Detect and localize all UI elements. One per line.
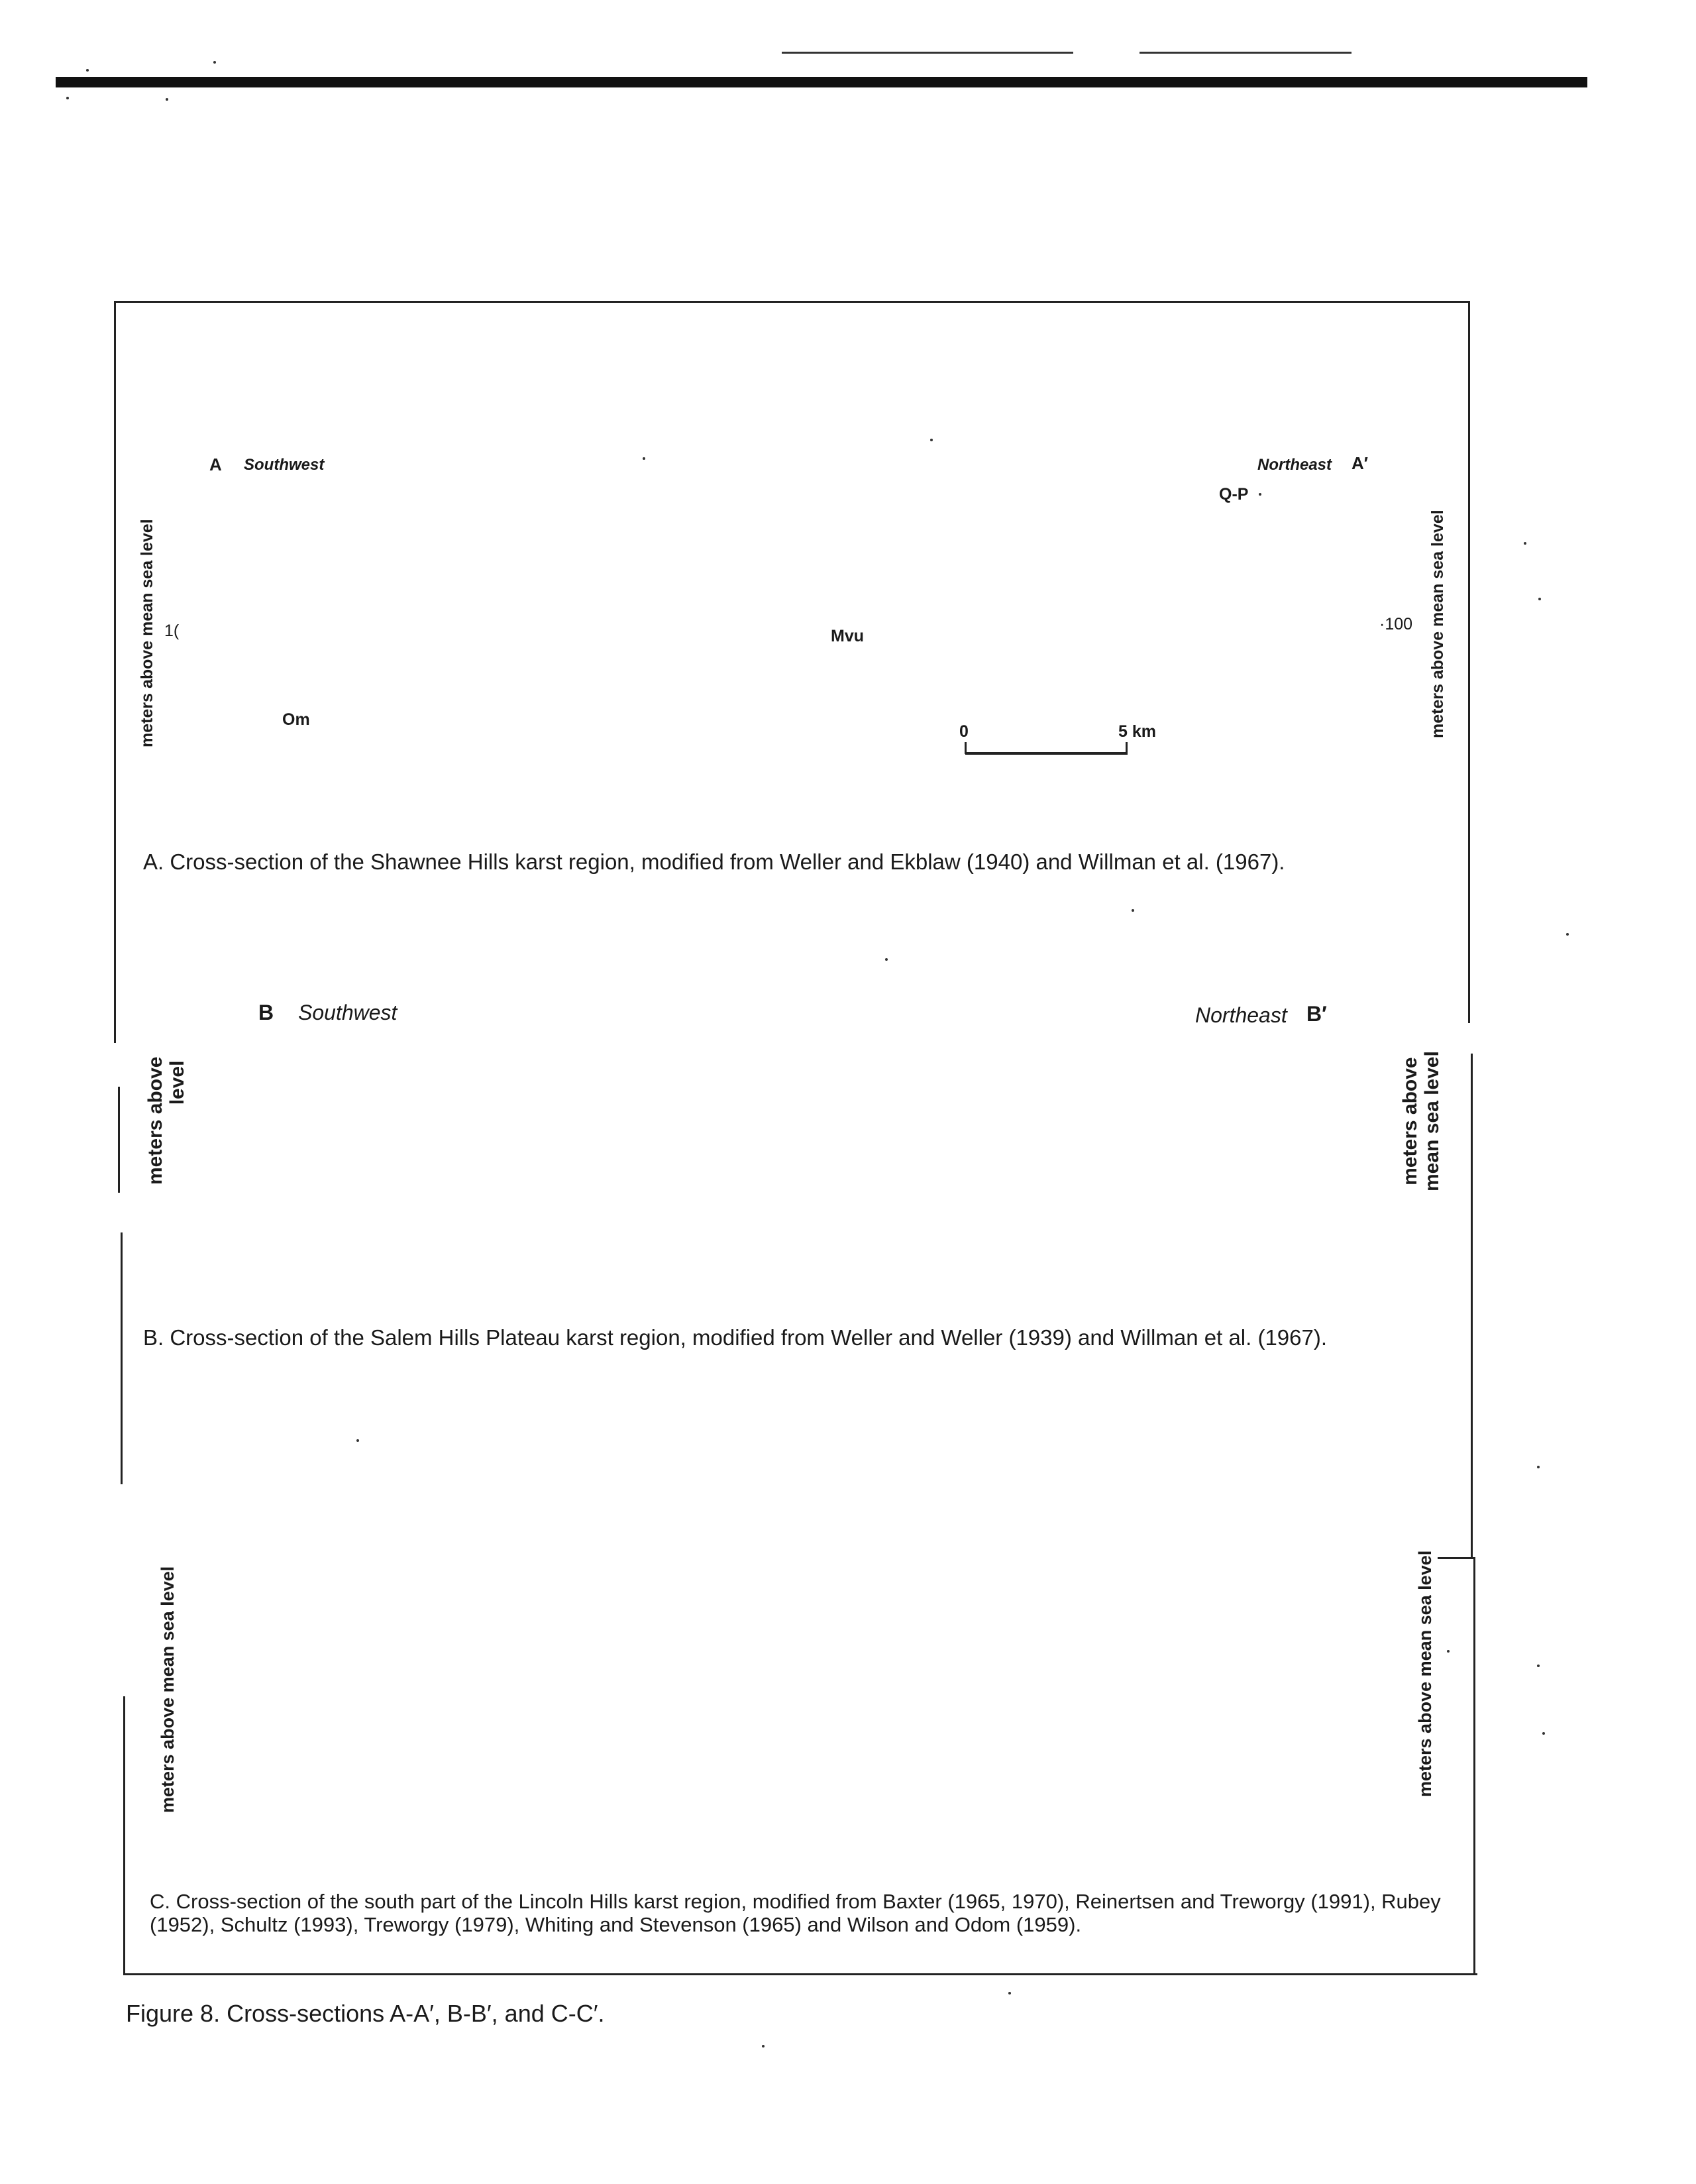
section-a-end-letter: A′ (1352, 453, 1369, 473)
scan-speck (213, 61, 216, 64)
section-a-unit-mvu: Mvu (831, 627, 864, 645)
header-thin-rule-1 (782, 52, 1073, 54)
scale-tick-start (965, 742, 967, 754)
scan-speck (1259, 493, 1261, 496)
scan-speck (762, 2045, 765, 2048)
section-a-left-axis-label: meters above mean sea level (138, 519, 156, 747)
section-a-unit-qp: Q-P (1219, 485, 1249, 504)
section-b-caption: B. Cross-section of the Salem Hills Plateau karst region, modified from Weller and Weller (1939) and Willman et al. (1967). (143, 1325, 1328, 1350)
scan-speck (930, 439, 933, 441)
frame-left-mid (118, 1087, 120, 1193)
scan-speck (1537, 1665, 1540, 1667)
frame-right-notch (1438, 1557, 1475, 1559)
section-b-left-axis-line1: meters above (144, 1056, 166, 1185)
scan-speck (1132, 909, 1134, 912)
section-c-left-axis-label: meters above mean sea level (158, 1566, 178, 1813)
section-a-caption: A. Cross-section of the Shawnee Hills karst region, modified from Weller and Ekblaw (1940) and Willman et al. (1967). (143, 849, 1285, 874)
section-b-end-letter: B′ (1306, 1002, 1327, 1026)
frame-right-upper (1468, 301, 1470, 1023)
scan-speck (1537, 1466, 1540, 1468)
scan-speck (166, 98, 168, 101)
section-c-caption: C. Cross-section of the south part of the Lincoln Hills karst region, modified from Baxter (1965, 1970), Reinertsen and Treworgy (1991), Rubey (1952), Schultz (1993), Treworgy (1979), Whiting and Stevenson (1965) and Wilson and Odom (1959). (150, 1890, 1441, 1936)
scan-speck (1008, 1992, 1011, 1994)
header-thick-rule (56, 77, 1587, 87)
section-b-right-axis-label (1399, 1051, 1443, 1191)
section-b-start-direction: Southwest (298, 1001, 398, 1024)
scale-start-label: 0 (959, 722, 969, 741)
frame-bottom (123, 1973, 1477, 1975)
section-b-end-direction: Northeast (1195, 1003, 1287, 1027)
section-a-start-letter: A (209, 455, 222, 474)
frame-left-mid2 (121, 1232, 123, 1484)
scan-speck (1447, 1650, 1450, 1653)
section-b-start-letter: B (258, 1001, 274, 1024)
scan-speck (1566, 933, 1569, 936)
scan-speck (356, 1439, 359, 1442)
section-a-right-tick: ·100 (1379, 615, 1413, 633)
header-thin-rule-2 (1140, 52, 1352, 54)
frame-left-lower (123, 1696, 125, 1975)
scan-speck (1538, 598, 1541, 600)
section-b-left-axis-line2: level (166, 1060, 188, 1105)
section-a-end-direction: Northeast (1257, 456, 1332, 474)
section-a-right-axis-label: meters above mean sea level (1428, 510, 1447, 738)
section-c-right-axis-label: meters above mean sea level (1415, 1550, 1435, 1797)
frame-left-upper (114, 301, 116, 1043)
frame-right-mid (1471, 1054, 1473, 1557)
figure-caption: Figure 8. Cross-sections A-A′, B-B′, and C-C′. (126, 2000, 605, 2027)
section-b-right-axis-line2: mean sea level (1421, 1051, 1443, 1191)
scan-speck (1542, 1732, 1545, 1735)
scan-speck (66, 97, 69, 99)
scale-bar-line (965, 752, 1128, 755)
scale-tick-end (1126, 742, 1128, 754)
frame-right-lower (1473, 1557, 1475, 1975)
scan-speck (643, 457, 645, 460)
scale-end-label: 5 km (1118, 722, 1156, 741)
section-b-left-axis-label (144, 1057, 188, 1185)
section-b-right-axis-line1: meters above (1399, 1057, 1421, 1185)
scan-speck (86, 69, 89, 72)
scan-speck (885, 958, 888, 961)
section-a-start-direction: Southwest (244, 456, 325, 474)
section-a-left-tick: 1( (164, 622, 180, 640)
frame-top (114, 301, 1468, 303)
section-a-unit-om: Om (282, 710, 310, 729)
scan-speck (1524, 542, 1526, 545)
